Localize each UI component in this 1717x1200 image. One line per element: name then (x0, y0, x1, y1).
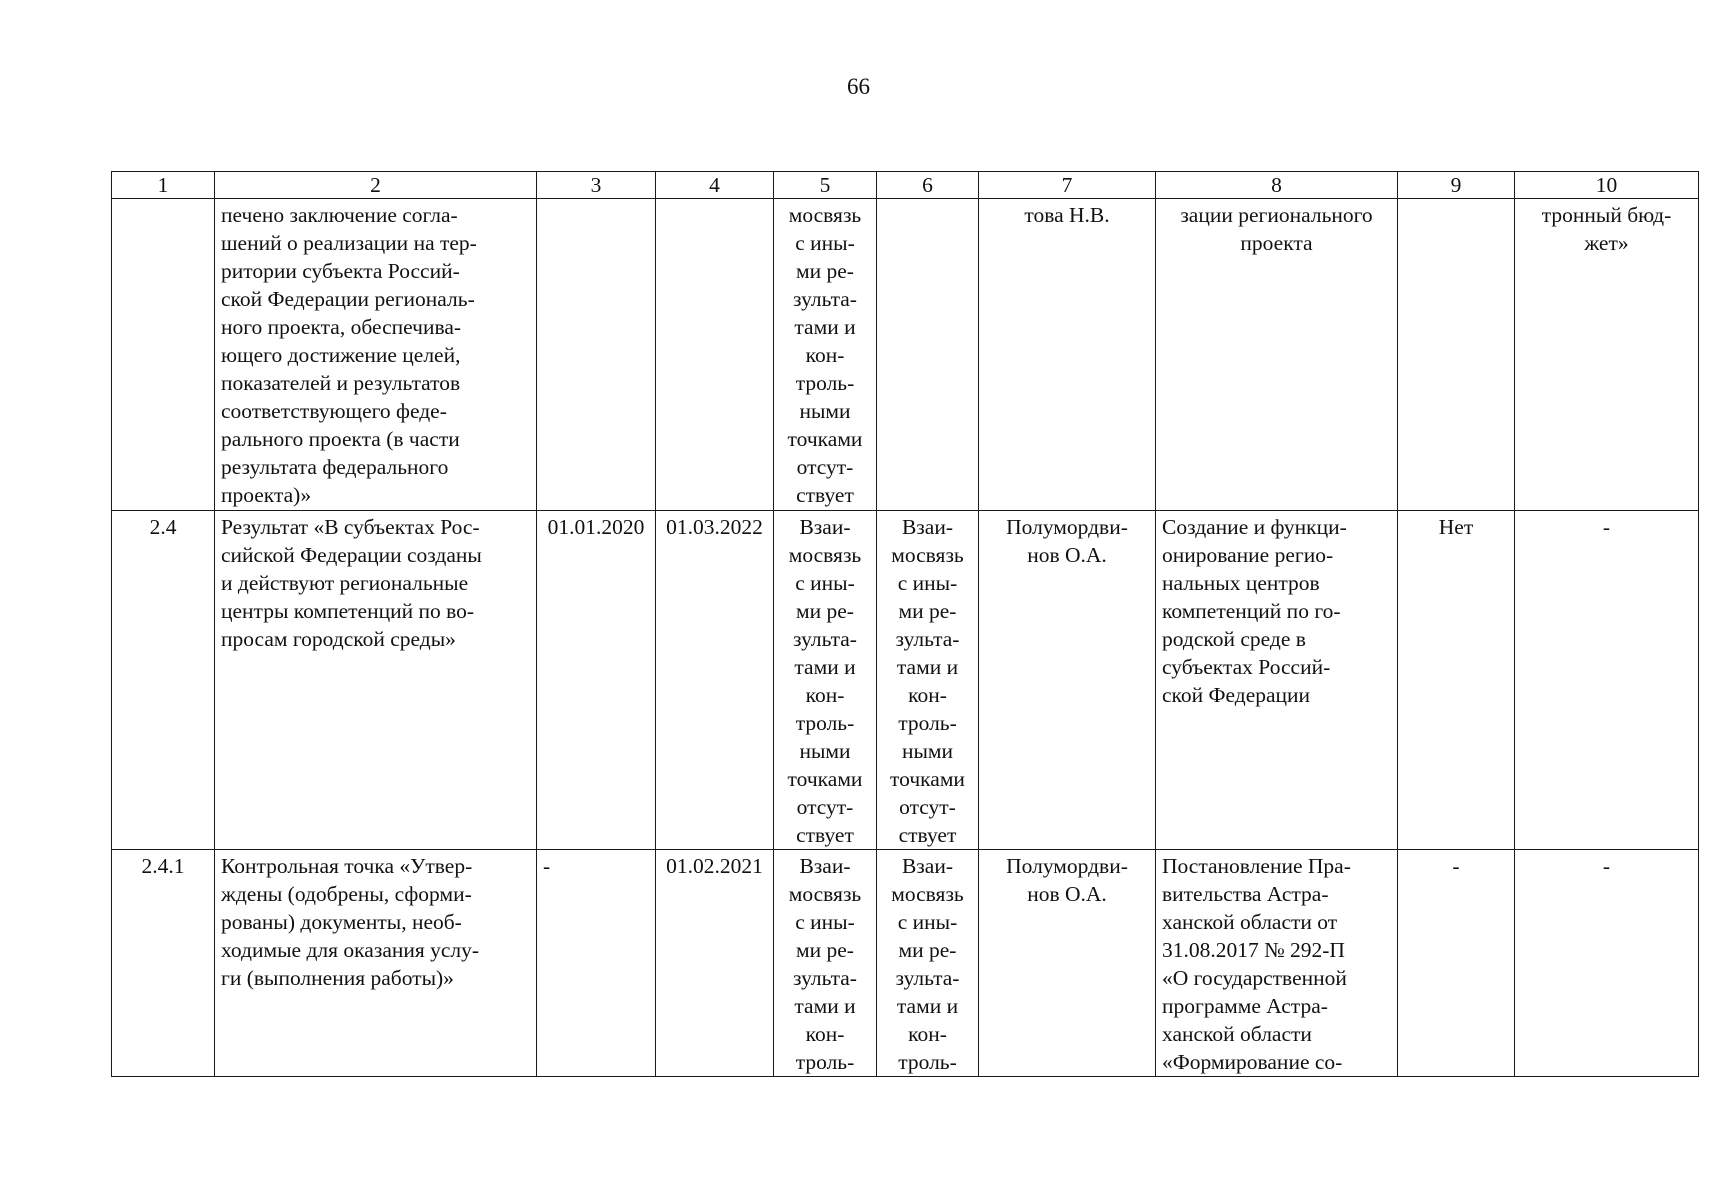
relation-cell: Взаи- мосвязь с ины- ми ре- зульта- тами и кон- троль- (877, 850, 979, 1077)
column-number-header-row (112, 172, 1699, 199)
end-date-cell (656, 199, 774, 511)
column-header: 3 (537, 172, 656, 199)
table-row (112, 511, 1699, 850)
description-cell: печено заключение согла- шений о реализации на тер- ритории субъекта Россий- ской Федерации региональ- ного проекта, обеспечива- ющего достижение целей, показателей и результатов соответствующего феде- рального проекта (в части результата федерального проекта)» (215, 199, 537, 511)
system-cell: тронный бюд- жет» (1515, 199, 1699, 511)
flag-cell (1398, 199, 1515, 511)
result-cell: зации регионального проекта (1156, 199, 1398, 511)
start-date-cell: - (537, 850, 656, 1077)
row-number-cell: 2.4 (112, 511, 215, 850)
column-header: 1 (112, 172, 215, 199)
responsible-cell: това Н.В. (979, 199, 1156, 511)
end-date-cell: 01.02.2021 (656, 850, 774, 1077)
relation-cell (877, 199, 979, 511)
row-number-cell (112, 199, 215, 511)
result-cell: Постановление Пра- вительства Астра- ханской области от 31.08.2017 № 292-П «О государственной программе Астра- ханской области «Формирование со- (1156, 850, 1398, 1077)
column-header: 4 (656, 172, 774, 199)
system-cell: - (1515, 850, 1699, 1077)
row-number-cell: 2.4.1 (112, 850, 215, 1077)
start-date-cell: 01.01.2020 (537, 511, 656, 850)
column-header: 6 (877, 172, 979, 199)
column-header: 9 (1398, 172, 1515, 199)
responsible-cell: Полумордви- нов О.А. (979, 850, 1156, 1077)
relation-cell: мосвязь с ины- ми ре- зульта- тами и кон- троль- ными точками отсут- ствует (774, 199, 877, 511)
column-header: 8 (1156, 172, 1398, 199)
relation-cell: Взаи- мосвязь с ины- ми ре- зульта- тами и кон- троль- ными точками отсут- ствует (774, 511, 877, 850)
column-header: 2 (215, 172, 537, 199)
start-date-cell (537, 199, 656, 511)
page-number: 66 (847, 74, 870, 99)
flag-cell: - (1398, 850, 1515, 1077)
relation-cell: Взаи- мосвязь с ины- ми ре- зульта- тами и кон- троль- (774, 850, 877, 1077)
relation-cell: Взаи- мосвязь с ины- ми ре- зульта- тами и кон- троль- ными точками отсут- ствует (877, 511, 979, 850)
table-row (112, 199, 1699, 511)
flag-cell: Нет (1398, 511, 1515, 850)
column-header: 10 (1515, 172, 1699, 199)
table-row (112, 850, 1699, 1077)
column-header: 7 (979, 172, 1156, 199)
system-cell: - (1515, 511, 1699, 850)
project-table (111, 171, 1699, 1077)
description-cell: Контрольная точка «Утвер- ждены (одобрены, сформи- рованы) документы, необ- ходимые для оказания услу- ги (выполнения работы)» (215, 850, 537, 1077)
end-date-cell: 01.03.2022 (656, 511, 774, 850)
description-cell: Результат «В субъектах Рос- сийской Федерации созданы и действуют региональные центры компетенций по во- просам городской среды» (215, 511, 537, 850)
column-header: 5 (774, 172, 877, 199)
result-cell: Создание и функци- онирование регио- нальных центров компетенций по го- родской среде в субъектах Россий- ской Федерации (1156, 511, 1398, 850)
responsible-cell: Полумордви- нов О.А. (979, 511, 1156, 850)
